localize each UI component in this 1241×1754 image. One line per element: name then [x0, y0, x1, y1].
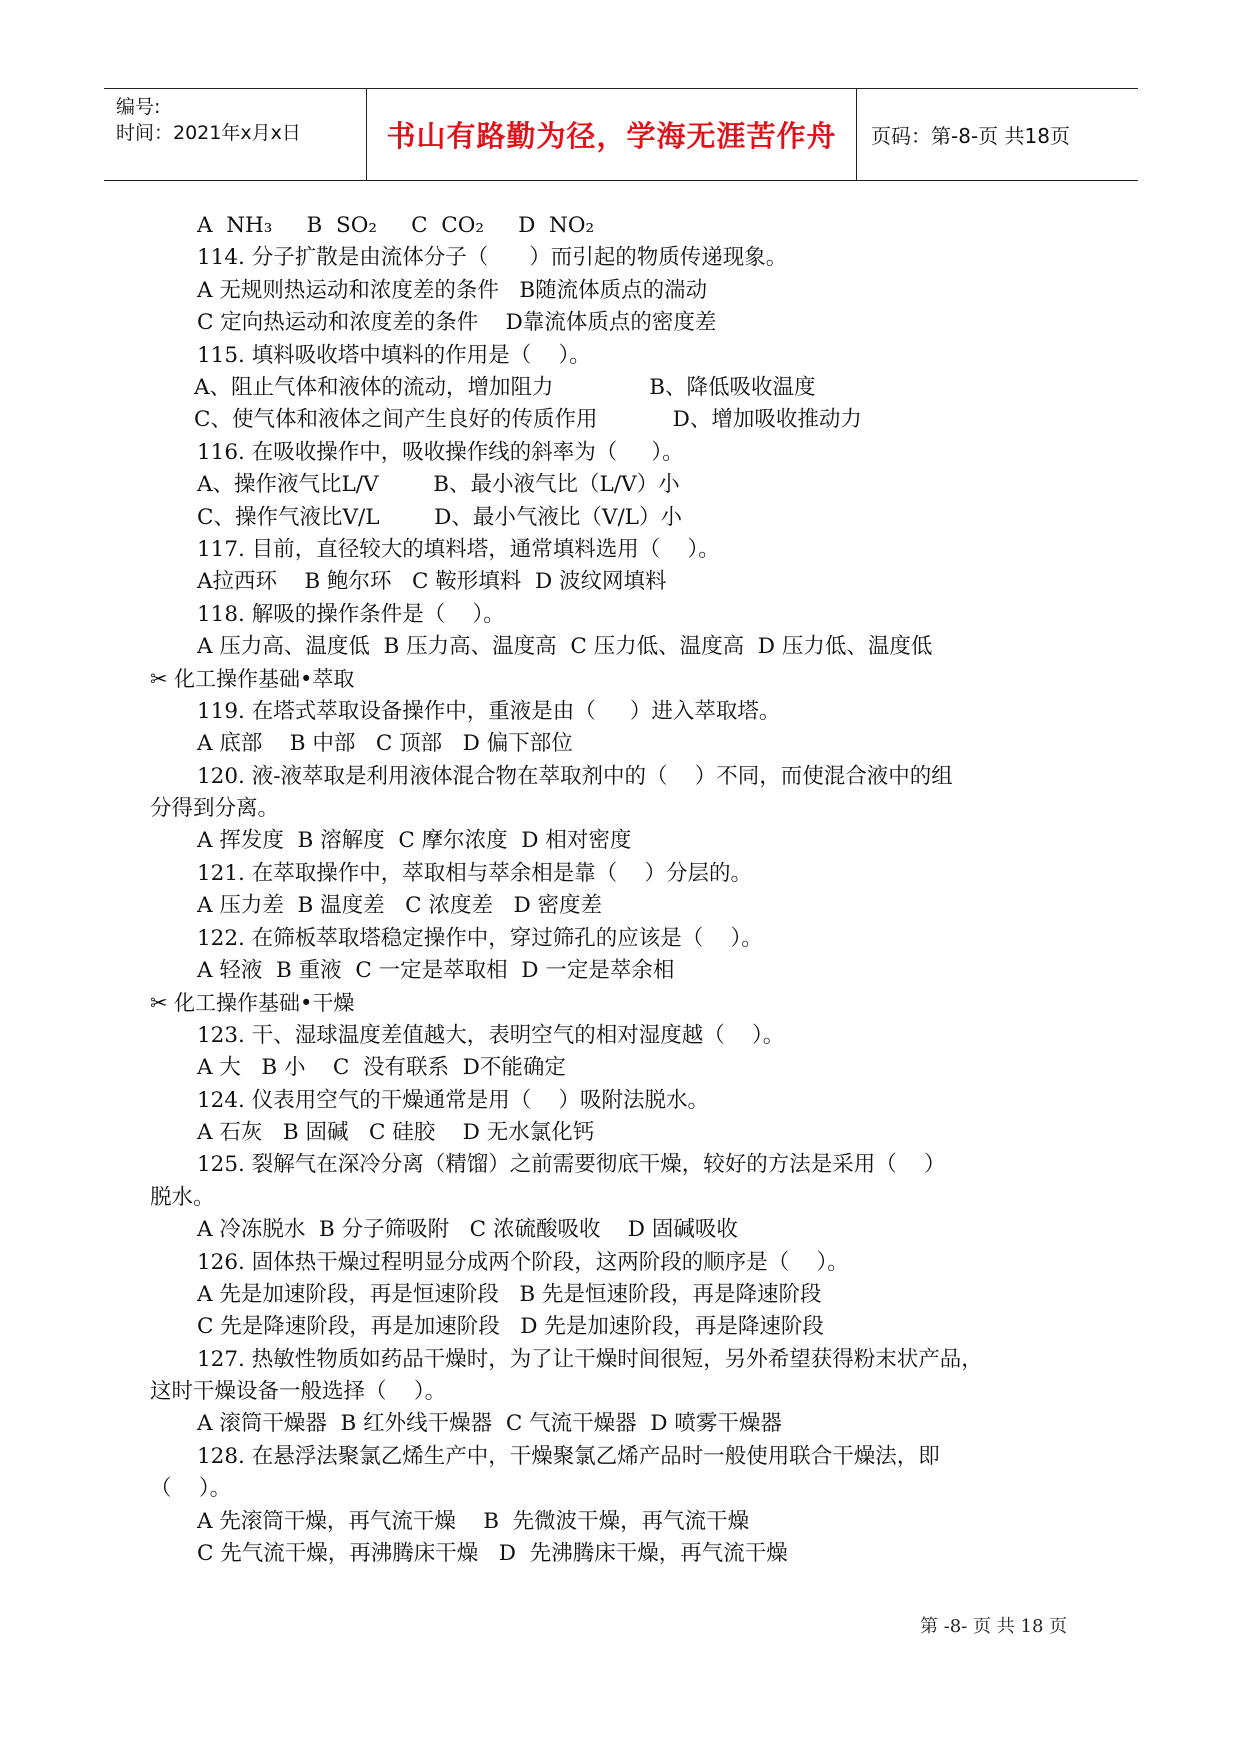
text-line: A 轻液 B 重液 C 一定是萃取相 D 一定是萃余相 — [197, 957, 675, 983]
question-content — [150, 210, 1095, 1570]
text-line: （ ）。 — [150, 1476, 232, 1502]
page-footer: 第 -8- 页 共 18 页 — [920, 1616, 1068, 1637]
text-line: 124. 仪表用空气的干燥通常是用（ ）吸附法脱水。 — [197, 1087, 710, 1113]
section-heading — [150, 663, 1095, 695]
section-heading-text: 化工操作基础•萃取 — [174, 667, 355, 692]
text-line: 120. 液-液萃取是利用液体混合物在萃取剂中的（ ）不同，而使混合液中的组 — [197, 763, 953, 789]
text-line: A、操作液气比L/V B、最小液气比（L/V）小 — [197, 472, 680, 498]
butterfly-icon: ✂ — [150, 667, 168, 692]
text-line: 脱水。 — [150, 1184, 215, 1210]
text-line: C 定向热运动和浓度差的条件 D靠流体质点的密度差 — [197, 310, 717, 336]
text-line: 这时干燥设备一般选择（ ）。 — [150, 1379, 447, 1405]
text-line: A 石灰 B 固碱 C 硅胶 D 无水氯化钙 — [197, 1119, 595, 1145]
text-line: 126. 固体热干燥过程明显分成两个阶段，这两阶段的顺序是（ ）。 — [197, 1249, 849, 1275]
text-line: 123. 干、湿球温度差值越大，表明空气的相对湿度越（ ）。 — [197, 1022, 785, 1048]
text-line: C 先气流干燥，再沸腾床干燥 D 先沸腾床干燥，再气流干燥 — [197, 1541, 788, 1567]
text-line: C、使气体和液体之间产生良好的传质作用 D、增加吸收推动力 — [194, 407, 862, 433]
text-line: 118. 解吸的操作条件是（ ）。 — [197, 601, 505, 627]
text-line: 122. 在筛板萃取塔稳定操作中，穿过筛孔的应该是（ ）。 — [197, 925, 763, 951]
text-line: 分得到分离。 — [150, 796, 280, 822]
section-heading — [150, 987, 1095, 1019]
text-line: A 冷冻脱水 B 分子筛吸附 C 浓硫酸吸收 D 固碱吸收 — [197, 1217, 738, 1243]
header-meta — [104, 89, 367, 180]
text-line: A NH₃ B SO₂ C CO₂ D NO₂ — [197, 213, 595, 238]
text-line: 114. 分子扩散是由流体分子（ ）而引起的物质传递现象。 — [197, 245, 788, 271]
number-label: 编号: — [116, 96, 161, 118]
text-line: C、操作气液比V/L D、最小气液比（V/L）小 — [197, 504, 682, 530]
text-line: 116. 在吸收操作中，吸收操作线的斜率为（ ）。 — [197, 439, 684, 465]
header-page-label: 页码：第-8-页 共18页 — [871, 124, 1070, 148]
text-line: A 无规则热运动和浓度差的条件 B随流体质点的湍动 — [197, 277, 708, 303]
text-line: A 先滚筒干燥，再气流干燥 B 先微波干燥，再气流干燥 — [197, 1508, 750, 1534]
header-motto: 书山有路勤为径，学海无涯苦作舟 — [367, 89, 857, 180]
text-line: 128. 在悬浮法聚氯乙烯生产中，干燥聚氯乙烯产品时一般使用联合干燥法，即 — [197, 1443, 940, 1469]
text-line: 115. 填料吸收塔中填料的作用是（ ）。 — [197, 342, 591, 368]
text-line: A、阻止气体和液体的流动，增加阻力 B、降低吸收温度 — [194, 374, 816, 400]
butterfly-icon: ✂ — [150, 991, 168, 1016]
text-line: A 压力高、温度低 B 压力高、温度高 C 压力低、温度高 D 压力低、温度低 — [197, 634, 933, 660]
text-line: A拉西环 B 鲍尔环 C 鞍形填料 D 波纹网填料 — [197, 569, 667, 595]
text-line: 125. 裂解气在深冷分离（精馏）之前需要彻底干燥，较好的方法是采用（ ） — [197, 1152, 946, 1178]
text-line: 119. 在塔式萃取设备操作中，重液是由（ ）进入萃取塔。 — [197, 698, 781, 724]
page-header — [104, 88, 1138, 181]
text-line: C 先是降速阶段，再是加速阶段 D 先是加速阶段，再是降速阶段 — [197, 1314, 824, 1340]
text-line: A 滚筒干燥器 B 红外线干燥器 C 气流干燥器 D 喷雾干燥器 — [197, 1411, 782, 1437]
text-line: A 底部 B 中部 C 顶部 D 偏下部位 — [197, 731, 573, 757]
text-line: A 大 B 小 C 没有联系 D不能确定 — [197, 1055, 566, 1081]
section-heading-text: 化工操作基础•干燥 — [174, 991, 355, 1016]
text-line: 121. 在萃取操作中，萃取相与萃余相是靠（ ）分层的。 — [197, 860, 753, 886]
text-line: 117. 目前，直径较大的填料塔，通常填料选用（ ）。 — [197, 536, 720, 562]
text-line: A 挥发度 B 溶解度 C 摩尔浓度 D 相对密度 — [197, 828, 632, 854]
text-line: 127. 热敏性物质如药品干燥时，为了让干燥时间很短，另外希望获得粉末状产品， — [197, 1346, 983, 1372]
text-line: A 压力差 B 温度差 C 浓度差 D 密度差 — [197, 893, 603, 919]
text-line: A 先是加速阶段，再是恒速阶段 B 先是恒速阶段，再是降速阶段 — [197, 1281, 822, 1307]
time-label: 时间：2021年x月x日 — [116, 122, 301, 144]
